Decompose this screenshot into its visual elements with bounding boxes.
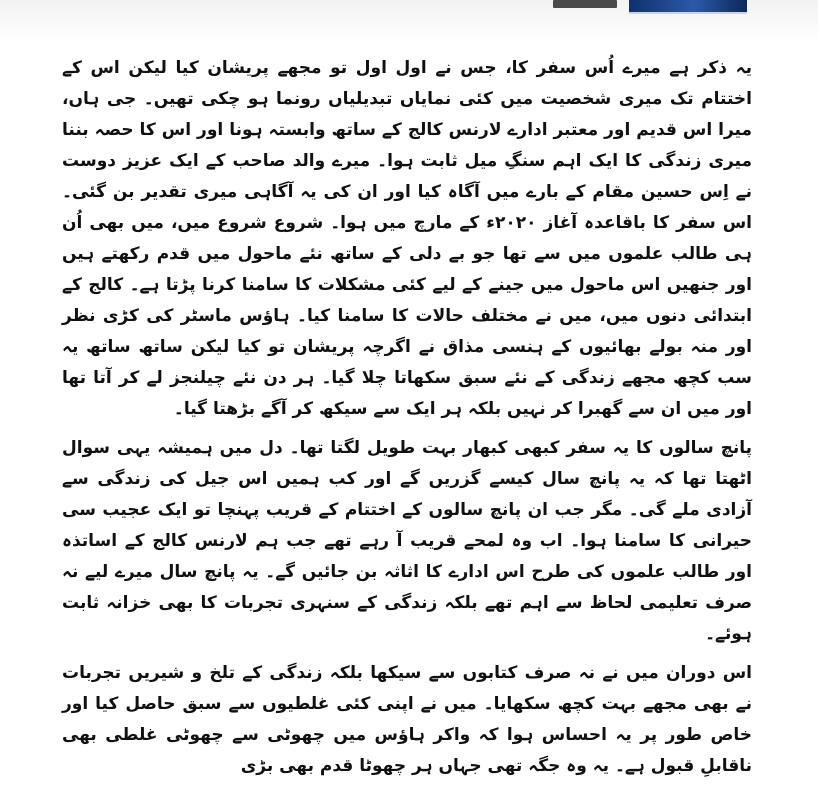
article-body: [62, 53, 752, 790]
article-paragraph-2: پانچ سالوں کا یہ سفر کبھی کبھار بہت طویل لگتا تھا۔ دل میں ہمیشہ یہی سوال اٹھتا تھا کہ یہ پانچ سال کیسے گزریں گے اور کب ہمیں اس جیل کی زندگی سے آزادی ملے گی۔ مگر جب ان پانچ سالوں کے اختتام کے قریب پہنچا تو ایک عجیب سی حیرانی کا سامنا ہوا۔ اب وہ لمحے قریب آ رہے تھے جب ہم لارنس کالج کے اساتذہ اور طالب علموں کی طرح اس ادارے کا اثاثہ بن جائیں گے۔ یہ پانچ سال میرے لیے نہ صرف تعلیمی لحاظ سے اہم تھے بلکہ زندگی کے سنہری تجربات کا بھی خزانہ ثابت ہوئے۔: [62, 438, 752, 644]
article-paragraph-1: یہ ذکر ہے میرے اُس سفر کا، جس نے اول اول تو مجھے پریشان کیا لیکن اس کے اختتام تک میری شخصیت میں کئی نمایاں تبدیلیاں رونما ہو چکی تھیں۔ جی ہاں، میرا اس قدیم اور معتبر ادارے لارنس کالج کے ساتھ وابستہ ہونا اور اس کا حصہ بننا میری زندگی کا ایک اہم سنگِ میل ثابت ہوا۔ میرے والد صاحب کے ایک عزیز دوست نے اِس حسین مقام کے بارے میں آگاہ کیا اور ان کی یہ آگاہی میری تقدیر بن گئی۔ اس سفر کا باقاعدہ آغاز ۲۰۲۰ء کے مارچ میں ہوا۔ شروع شروع میں، میں بھی اُن ہی طالب علموں میں سے تھا جو بے دلی کے ساتھ نئے ماحول میں قدم رکھتے ہیں اور جنھیں اس ماحول میں جینے کے لیے کئی مشکلات کا سامنا کرنا پڑتا ہے۔ کالج کے ابتدائی دنوں میں، میں نے مختلف حالات کا سامنا کیا۔ ہاؤس ماسٹر کی کڑی نظر اور منہ بولے بھائیوں کے ہنسی مذاق نے اگرچہ پریشان تو کیا لیکن ساتھ ساتھ یہ سب کچھ مجھے زندگی کے نئے سبق سکھاتا چلا گیا۔ ہر دن نئے چیلنجز لے کر آتا تھا اور میں ان سے گھبرا کر نہیں بلکہ ہر ایک سے سیکھ کر آگے بڑھتا گیا۔: [62, 58, 752, 419]
header-band: [0, 0, 818, 44]
article-paragraph-3: اس دوران میں نے نہ صرف کتابوں سے سیکھا بلکہ زندگی کے تلخ و شیریں تجربات نے بھی مجھے بہت کچھ سکھایا۔ میں نے اپنی کئی غلطیوں سے سبق حاصل کیا اور خاص طور پر یہ احساس ہوا کہ واکر ہاؤس میں چھوٹی سے چھوٹی غلطی بھی ناقابلِ قبول ہے۔ یہ وہ جگہ تھی جہاں ہر چھوٹا قدم بھی بڑی: [62, 663, 752, 776]
author-photo: [629, 0, 747, 14]
author-byline: [553, 0, 617, 8]
